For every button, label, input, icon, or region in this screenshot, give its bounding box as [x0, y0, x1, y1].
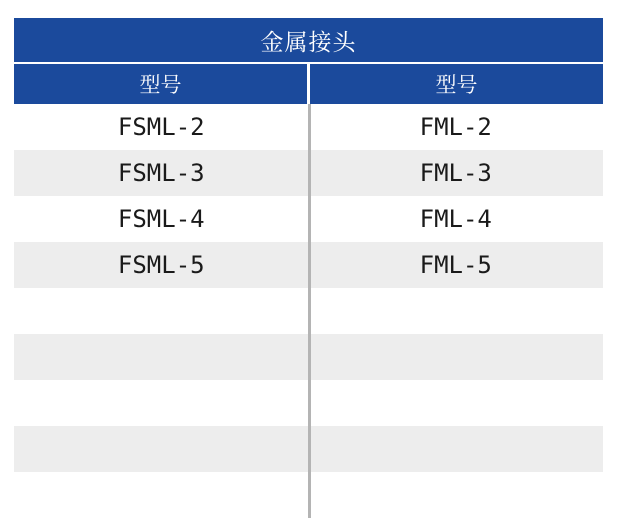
- cell-model-left: FSML-2: [117, 113, 205, 141]
- table-title-row: [14, 18, 603, 62]
- cell-model-left: FSML-3: [117, 159, 205, 187]
- body-column-divider: [308, 104, 311, 518]
- table-header-row: [14, 62, 603, 104]
- cell-model-right: FML-4: [419, 205, 492, 233]
- cell-model-right: FML-2: [419, 113, 492, 141]
- cell-model-right: FML-3: [419, 159, 492, 187]
- cell-model-left: FSML-4: [117, 205, 205, 233]
- column-header-right: 型号: [435, 73, 478, 97]
- cell-model-left: FSML-5: [117, 251, 205, 279]
- table-title: 金属接头: [260, 29, 357, 56]
- column-header-left: 型号: [139, 73, 182, 97]
- cell-model-right: FML-5: [419, 251, 492, 279]
- table-body: [14, 104, 603, 518]
- metal-connector-table: [14, 18, 603, 518]
